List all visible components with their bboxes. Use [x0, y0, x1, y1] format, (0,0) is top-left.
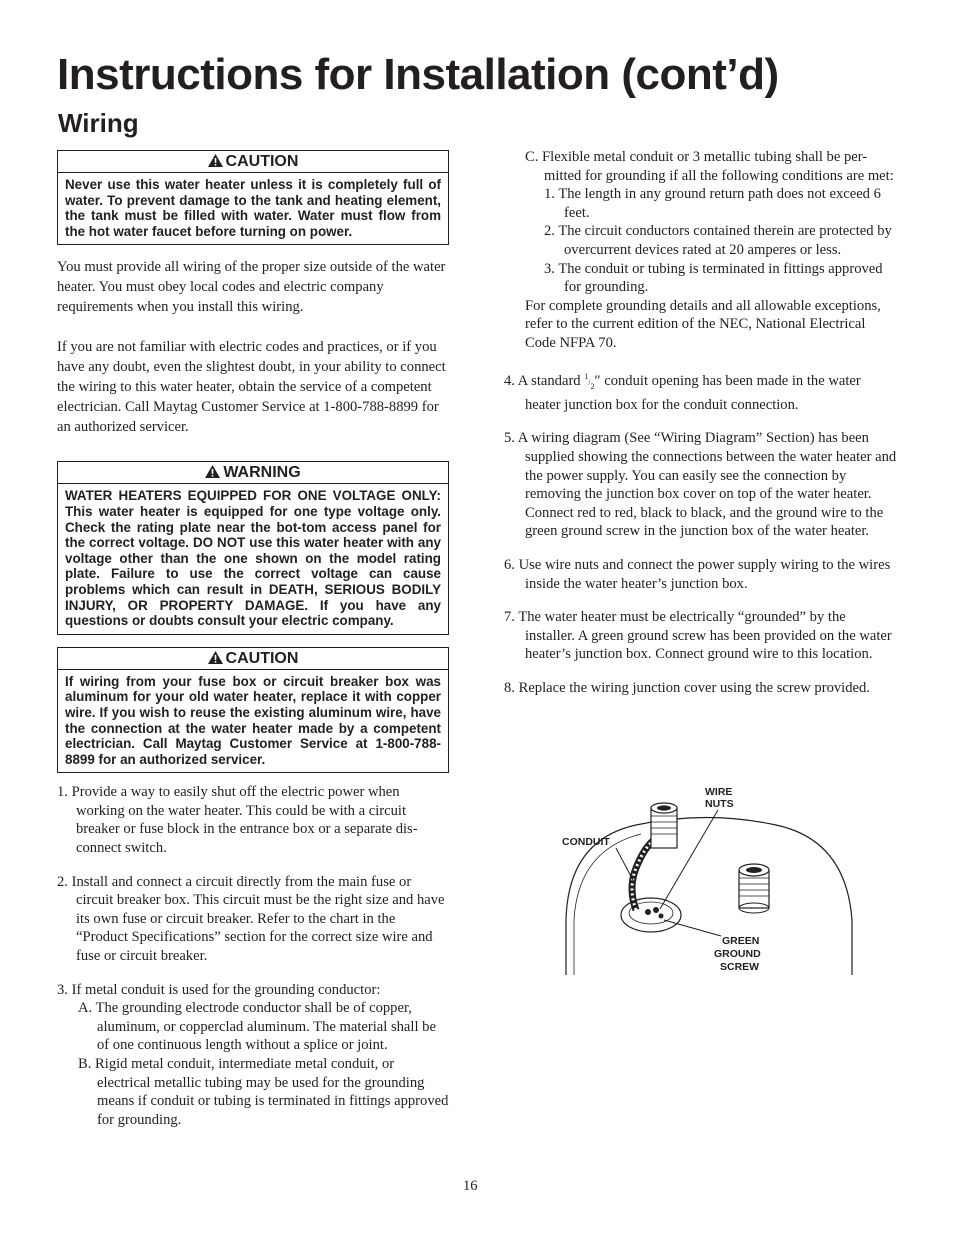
junction-box-illustration [556, 770, 856, 980]
label-wire: WIRE [705, 786, 733, 798]
step-3c-3: 3. The conduit or tubing is terminated in fittings approved for grounding. [544, 260, 883, 296]
label-screw: SCREW [720, 961, 760, 973]
step-2: 2. Install and connect a circuit directly from the main fuse or circuit breaker box. This circuit must be the right size and have its own fuse or circuit breaker. Refer to the chart in the “Product Specifications” section for the correct size wire and fuse or circuit breaker. [57, 873, 445, 965]
caution-heading-text: CAUTION [225, 153, 299, 170]
fraction-numerator: 1 [584, 371, 589, 381]
warning-triangle-icon [208, 154, 223, 167]
caution-box-2 [57, 647, 449, 774]
warning-box [57, 461, 449, 634]
step-1: 1. Provide a way to easily shut off the electric power when working on the water heater. This could be with a circuit breaker or fuse block in the entrance box or a separate dis-connect switch. [57, 784, 418, 857]
step-4-text-b: ″ conduit opening has been made in the water heater junction box for the conduit connection. [525, 372, 861, 413]
caution-heading [58, 151, 448, 173]
step-3c: C. Flexible metal conduit or 3 metallic tubing shall be per-mitted for grounding if all the following conditions are met: [525, 149, 894, 184]
right-column [504, 148, 899, 698]
step-3c-2: 2. The circuit conductors contained therein are protected by overcurrent devices rated at 20 amperes or less. [544, 223, 892, 258]
page-number: 16 [463, 1178, 478, 1194]
fraction-denominator: 2 [590, 381, 595, 391]
step-6: 6. Use wire nuts and connect the power supply wiring to the wires inside the water heater’s junction box. [504, 557, 891, 592]
intro-paragraph-2: If you are not familiar with electric codes and practices, or if you have any doubt, even the slightest doubt, in your ability to connect the wiring to this water heater, obtain the service of a competent electrician. Call Maytag Customer Service at 1-800-788-8899 for an authorized servicer. [57, 339, 446, 436]
step-3: 3. If metal conduit is used for the grounding conductor: [57, 981, 381, 998]
caution-body: Never use this water heater unless it is completely full of water. To prevent damage to the tank and heating element, the tank must be filled with water. Water must flow from the hot water faucet before turning on power. [65, 177, 441, 239]
step-4-text-a: 4. A standard [504, 372, 585, 389]
warning-body: WATER HEATERS EQUIPPED FOR ONE VOLTAGE ONLY: This water heater is equipped for one type voltage only. Check the rating plate near the bot-tom access panel for the correct voltage. DO NOT use this water heater with any voltage other than the one shown on the model rating plate. Failure to use the correct voltage can cause problems which can result in DEATH, SERIOUS BODILY INJURY, OR PROPERTY DAMAGE. If you have any questions or doubts consult your electric company. [65, 488, 441, 629]
label-conduit: CONDUIT [562, 836, 610, 848]
caution-heading [58, 648, 448, 670]
step-8: 8. Replace the wiring junction cover using the screw provided. [504, 680, 870, 697]
step-3b: B. Rigid metal conduit, intermediate metal conduit, or electrical metallic tubing may be used for the grounding means if conduit or tubing is terminated in fittings approved for grounding. [78, 1056, 449, 1128]
label-green: GREEN [722, 935, 760, 947]
warning-triangle-icon [208, 651, 223, 664]
label-nuts: NUTS [705, 798, 734, 810]
left-pipe-fitting [651, 803, 677, 848]
warning-heading [58, 462, 448, 484]
warning-triangle-icon [205, 465, 220, 478]
step-5: 5. A wiring diagram (See “Wiring Diagram” Section) has been supplied showing the connections between the water heater and the power supply. You can easily see the connection by removing the junction box cover on top of the water heater. Connect red to red, black to black, and the ground wire to the green ground screw in the junction box of the water heater. [504, 430, 897, 540]
junction-box [621, 898, 681, 932]
label-ground: GROUND [714, 948, 761, 960]
warning-heading-text: WARNING [223, 464, 301, 482]
caution-heading-text: CAUTION [225, 649, 299, 667]
step-3c-1: 1. The length in any ground return path does not exceed 6 feet. [544, 186, 881, 221]
step-4: 4. A standard $^1/_2''$ conduit opening has been made in the water heater junction box for the conduit connection. [504, 371, 861, 413]
step-7: 7. The water heater must be electrically “grounded” by the installer. A green ground screw has been provided on the water heater’s junction box. Connect ground wire to this location. [504, 609, 892, 663]
grounding-note: For complete grounding details and all allowable exceptions, refer to the current edition of the NEC, National Electrical Code NFPA 70. [525, 297, 881, 351]
intro-paragraph-1: You must provide all wiring of the proper size outside of the water heater. You must obey local codes and electric company requirements when you install this wiring. [57, 259, 446, 316]
right-pipe-fitting [739, 864, 769, 913]
caution-box-1 [57, 150, 449, 245]
caution-body: If wiring from your fuse box or circuit breaker box was aluminum for your old water heater, replace it with copper wire. If you wish to reuse the existing aluminum wire, have the connection at the water heater made by a competent electrician. Call Maytag Customer Service at 1-800-788-8899 for an authorized servicer. [65, 673, 441, 767]
leader-conduit [616, 848, 634, 882]
leader-ground-screw [664, 920, 721, 936]
step-3a: A. The grounding electrode conductor shall be of copper, aluminum, or copperclad aluminum. The material shall be of one continuous length without a splice or joint. [78, 1000, 436, 1054]
page-title: Instructions for Installation (cont’d) [57, 50, 779, 99]
left-column [57, 150, 449, 1129]
section-title: Wiring [58, 108, 139, 138]
